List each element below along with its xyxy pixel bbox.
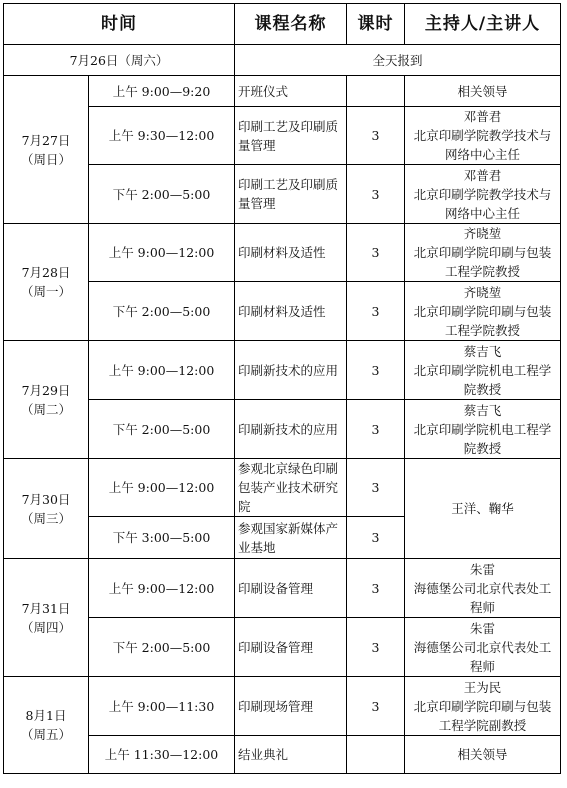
hours-cell: 3 [347,618,405,677]
host-name: 邓普君 [463,109,502,124]
date-label: 7月28日 [21,265,71,280]
time-cell: 上午 9:30—12:00 [89,107,235,165]
table-row [4,677,561,736]
date-label: 7月31日 [21,600,71,616]
schedule-body [4,45,561,774]
hours-cell: 3 [347,517,405,559]
host-name: 邓普君 [463,167,502,183]
course-cell: 印刷新技术的应用 [235,341,347,400]
course-cell: 印刷材料及适性 [235,224,347,282]
host-title: 北京印刷学院印刷与包装工程学院教授 [413,303,552,338]
host-cell [405,559,561,618]
schedule-table [3,3,561,774]
host-cell [405,107,561,165]
host-title: 北京印刷学院教学技术与网络中心主任 [413,186,552,221]
table-row [4,76,561,107]
header-course: 课程名称 [235,4,347,45]
host-cell [405,282,561,341]
date-cell [4,224,89,341]
host-title: 海德堡公司北京代表处工程师 [413,639,552,674]
header-hours: 课时 [347,4,405,45]
weekday-label: （周五） [20,727,71,742]
course-cell: 印刷材料及适性 [235,282,347,341]
date-label: 7月30日 [21,491,71,507]
header-time: 时间 [4,4,235,45]
course-cell: 印刷工艺及印刷质量管理 [235,107,347,165]
host-cell: 王洋、鞠华 [405,459,561,559]
date-label: 7月29日 [21,382,71,398]
hours-cell: 3 [347,400,405,459]
hours-cell: 3 [347,107,405,165]
hours-cell [347,76,405,107]
hours-cell: 3 [347,165,405,224]
date-cell [4,459,89,559]
arrival-row [4,45,561,76]
host-cell [405,224,561,282]
table-row [4,224,561,282]
arrival-date: 7月26日（周六） [4,45,235,76]
course-cell: 参观国家新媒体产业基地 [235,517,347,559]
host-name: 蔡吉飞 [463,343,502,359]
date-cell [4,677,89,774]
time-cell: 下午 2:00—5:00 [89,282,235,341]
host-name: 齐晓堃 [463,226,502,241]
host-name: 王为民 [463,679,502,695]
date-label: 8月1日 [25,708,67,723]
hours-cell: 3 [347,341,405,400]
host-title: 北京印刷学院印刷与包装工程学院教授 [413,245,552,279]
time-cell: 下午 2:00—5:00 [89,618,235,677]
weekday-label: （周一） [20,284,71,299]
time-cell: 下午 3:00—5:00 [89,517,235,559]
weekday-label: （周三） [20,510,71,526]
course-cell: 印刷工艺及印刷质量管理 [235,165,347,224]
hours-cell: 3 [347,282,405,341]
course-cell: 印刷设备管理 [235,618,347,677]
date-label: 7月27日 [21,132,71,148]
course-cell: 印刷新技术的应用 [235,400,347,459]
host-cell: 相关领导 [405,76,561,107]
header-row [4,4,561,45]
course-cell: 印刷设备管理 [235,559,347,618]
host-title: 北京印刷学院机电工程学院教授 [413,362,552,397]
host-title: 北京印刷学院印刷与包装工程学院副教授 [413,698,552,733]
date-cell [4,341,89,459]
host-cell: 相关领导 [405,736,561,774]
date-cell [4,559,89,677]
header-host: 主持人/主讲人 [405,4,561,45]
time-cell: 上午 9:00—12:00 [89,341,235,400]
host-name: 蔡吉飞 [463,402,502,418]
host-title: 北京印刷学院教学技术与网络中心主任 [413,128,552,162]
course-cell: 开班仪式 [235,76,347,107]
time-cell: 下午 2:00—5:00 [89,165,235,224]
host-title: 北京印刷学院机电工程学院教授 [413,421,552,456]
hours-cell: 3 [347,224,405,282]
time-cell: 上午 9:00—12:00 [89,224,235,282]
table-row [4,459,561,517]
host-name: 齐晓堃 [463,284,502,300]
host-cell [405,677,561,736]
time-cell: 上午 11:30—12:00 [89,736,235,774]
time-cell: 上午 9:00—12:00 [89,459,235,517]
host-cell [405,618,561,677]
course-cell: 结业典礼 [235,736,347,774]
host-cell [405,400,561,459]
course-cell: 印刷现场管理 [235,677,347,736]
host-cell [405,341,561,400]
hours-cell: 3 [347,677,405,736]
table-row [4,341,561,400]
hours-cell: 3 [347,459,405,517]
weekday-label: （周日） [20,151,71,167]
time-cell: 上午 9:00—9:20 [89,76,235,107]
weekday-label: （周四） [20,619,71,635]
hours-cell: 3 [347,559,405,618]
host-name: 朱雷 [469,620,495,636]
table-row [4,559,561,618]
host-title: 海德堡公司北京代表处工程师 [413,580,552,615]
host-name: 朱雷 [469,561,495,577]
hours-cell [347,736,405,774]
time-cell: 上午 9:00—12:00 [89,559,235,618]
time-cell: 上午 9:00—11:30 [89,677,235,736]
host-cell [405,165,561,224]
date-cell [4,76,89,224]
time-cell: 下午 2:00—5:00 [89,400,235,459]
course-cell: 参观北京绿色印刷包装产业技术研究院 [235,459,347,517]
weekday-label: （周二） [20,401,71,417]
arrival-text: 全天报到 [235,45,561,76]
